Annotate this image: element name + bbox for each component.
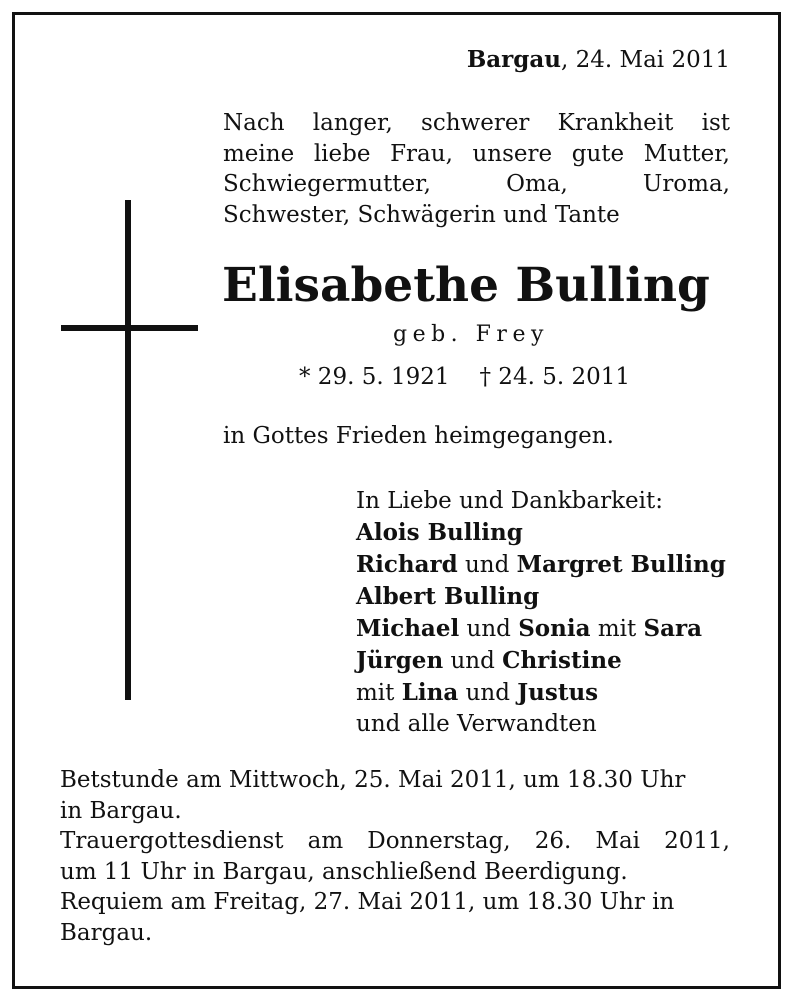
mourners-heading: In Liebe und Dankbarkeit: — [356, 488, 663, 514]
mourner-name: Sara — [643, 615, 703, 642]
mourner-name: Justus — [517, 679, 599, 706]
services-line: Bargau. — [60, 919, 153, 946]
mourner-connector: und — [457, 552, 517, 578]
intro-line: Schwiegermutter, Oma, Uroma, — [223, 171, 730, 197]
mourner-name: Sonia — [518, 615, 591, 642]
place-date-line — [467, 46, 730, 73]
intro-text — [223, 108, 730, 230]
mourner-name: Alois Bulling — [356, 519, 523, 546]
mourner-line — [356, 677, 726, 709]
intro-line: Nach langer, schwerer Krankheit ist — [223, 110, 730, 136]
cross-icon — [125, 200, 131, 700]
mourner-line — [356, 613, 726, 645]
services-line: Betstunde am Mittwoch, 25. Mai 2011, um 18.30 Uhr — [60, 767, 686, 793]
services-text — [60, 765, 730, 948]
maiden-name: geb. Frey — [393, 322, 549, 347]
place-name: Bargau — [466, 46, 562, 73]
mourner-connector: mit — [590, 616, 644, 642]
services-line: Trauergottesdienst am Donnerstag, 26. Mai 2011, — [60, 828, 730, 854]
mourner-name: Albert Bulling — [356, 583, 540, 610]
mourner-name: Richard — [356, 551, 458, 578]
mourners-list — [356, 486, 726, 740]
mourner-name: Margret Bulling — [516, 551, 726, 578]
birth-date: * 29. 5. 1921 — [299, 364, 450, 390]
mourner-line — [356, 581, 726, 613]
services-line: in Bargau. — [60, 797, 182, 824]
life-dates — [299, 364, 630, 390]
mourner-connector: und — [459, 616, 519, 642]
mourner-connector: und — [443, 648, 503, 674]
mourner-line — [356, 549, 726, 581]
deceased-name: Elisabethe Bulling — [222, 258, 710, 313]
cross-icon-bar — [61, 325, 198, 331]
mourner-line — [356, 517, 726, 549]
mourner-name: Michael — [356, 615, 460, 642]
intro-line: meine liebe Frau, unsere gute Mutter, — [223, 140, 730, 167]
mourner-name: Lina — [401, 679, 459, 706]
mourner-connector: mit — [356, 680, 402, 706]
mourner-name: Jürgen — [356, 647, 444, 674]
peace-line: in Gottes Frieden heimgegangen. — [223, 423, 614, 449]
intro-line: Schwester, Schwägerin und Tante — [223, 201, 620, 228]
notice-date: , 24. Mai 2011 — [561, 47, 730, 73]
mourner-name: Christine — [502, 647, 622, 674]
mourner-connector: und — [458, 680, 518, 706]
mourner-line — [356, 645, 726, 677]
services-line: Requiem am Freitag, 27. Mai 2011, um 18.30 Uhr in — [60, 889, 675, 915]
mourner-line: und alle Verwandten — [356, 711, 597, 737]
services-line: um 11 Uhr in Bargau, anschließend Beerdigung. — [60, 858, 628, 885]
death-date: † 24. 5. 2011 — [479, 364, 630, 390]
